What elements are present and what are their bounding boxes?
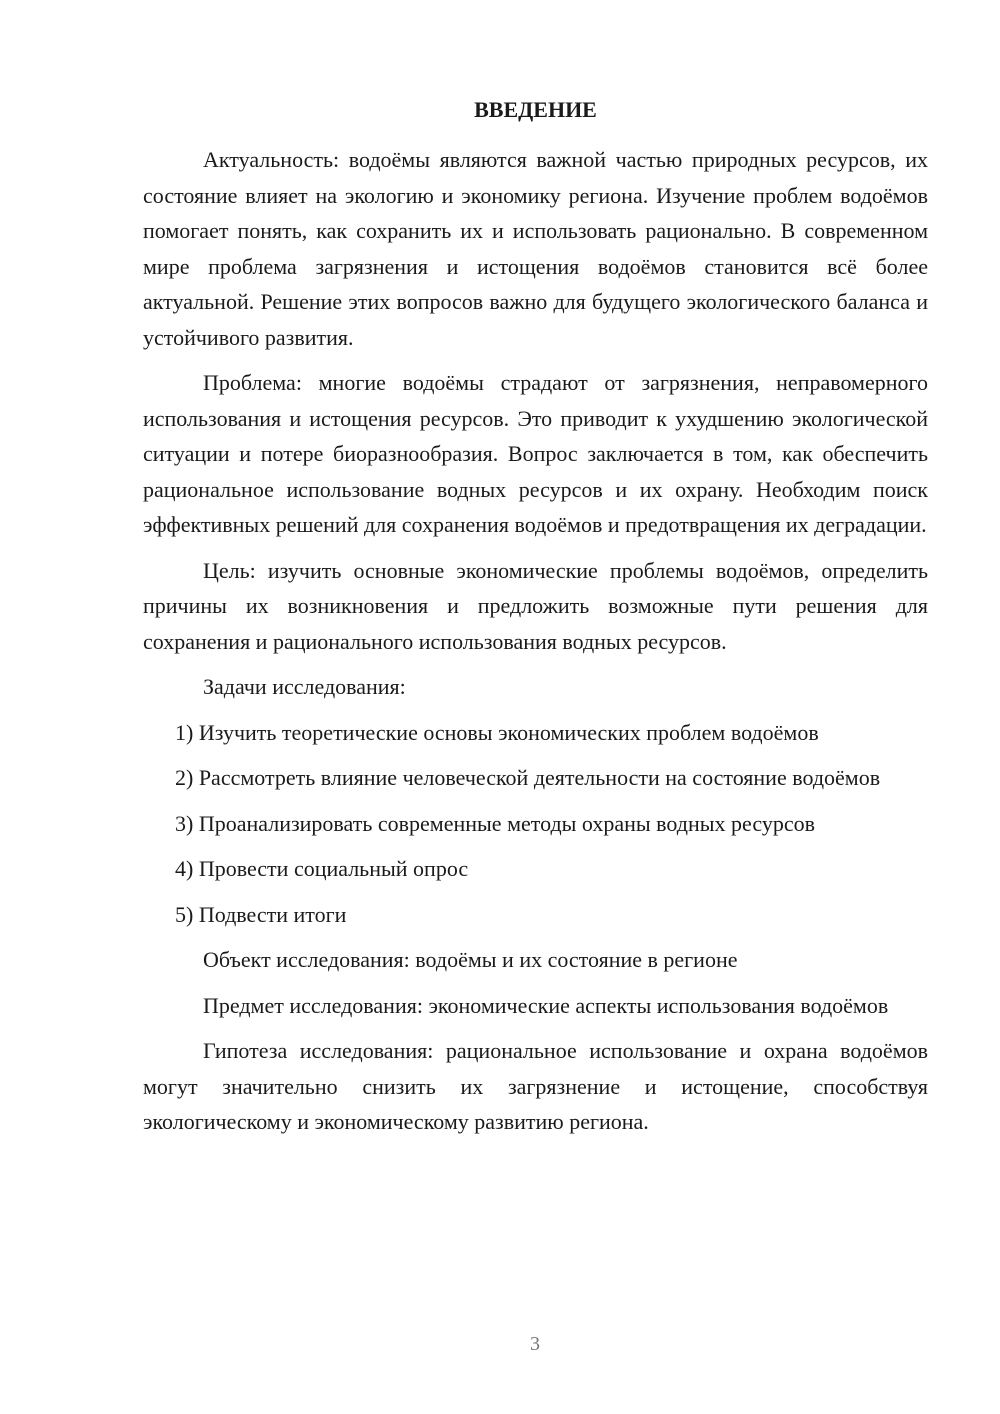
task-item: 3) Проанализировать современные методы охраны водных ресурсов xyxy=(175,810,815,836)
task-item: 2) Рассмотреть влияние человеческой деятельности на состояние водоёмов xyxy=(175,765,881,790)
tasks-heading: Задачи исследования: xyxy=(203,674,406,699)
task-item: 1) Изучить теоретические основы экономических проблем водоёмов xyxy=(175,719,819,745)
goal-paragraph: Цель: изучить основные экономические проблемы водоёмов, определить причины их возникновения и предложить возможные пути решения для сохранения и рационального использования водных ресурсов. xyxy=(143,557,928,654)
hypothesis-paragraph: Гипотеза исследования: рациональное использование и охрана водоёмов могут значительно снизить их загрязнение и истощение, способствуя экологическому и экономическому развитию региона. xyxy=(143,1038,928,1134)
page-title: ВВЕДЕНИЕ xyxy=(474,97,597,122)
relevance-paragraph: Актуальность: водоёмы являются важной частью природных ресурсов, их состояние влияет на экологию и экономику региона. Изучение проблем водоёмов помогает понять, как сохранить их и использовать рационально. В современном мире проблема загрязнения и истощения водоёмов становится всё более актуальной. Решение этих вопросов важно для будущего экологического баланса и устойчивого развития. xyxy=(143,147,928,350)
page-number: 3 xyxy=(530,1333,540,1355)
object-paragraph: Объект исследования: водоёмы и их состояние в регионе xyxy=(203,947,738,972)
subject-paragraph: Предмет исследования: экономические аспекты использования водоёмов xyxy=(203,992,889,1018)
problem-paragraph: Проблема: многие водоёмы страдают от загрязнения, неправомерного использования и истощения ресурсов. Это приводит к ухудшению экологической ситуации и потере биоразнообразия. Вопрос заключается в том, как обеспечить рациональное использование водных ресурсов и их охрану. Необходим поиск эффективных решений для сохранения водоёмов и предотвращения их деградации. xyxy=(143,370,928,537)
task-item: 5) Подвести итоги xyxy=(175,901,347,927)
document-page xyxy=(143,92,928,1140)
task-item: 4) Провести социальный опрос xyxy=(175,856,469,881)
